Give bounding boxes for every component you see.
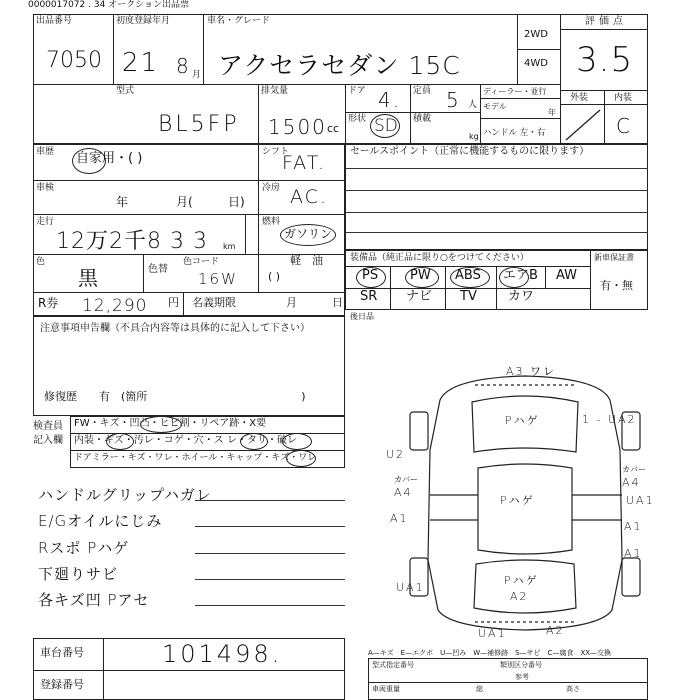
color-change-label: 色替 bbox=[148, 264, 168, 275]
equip-ps-circle bbox=[356, 267, 386, 288]
diagram-label-a1-left: A1 bbox=[390, 512, 409, 525]
checker-circle-dent2 bbox=[282, 433, 312, 450]
fuel-value: ガソリン bbox=[284, 227, 333, 241]
reg-month-unit: 月 bbox=[192, 70, 202, 80]
checker-circle-scratch bbox=[106, 433, 134, 450]
reg-year: 21 bbox=[122, 48, 160, 78]
equip-pw: PW bbox=[410, 268, 431, 283]
diagram-label-a1-right: A1 bbox=[624, 520, 643, 533]
new-warranty-label: 新車保証書 bbox=[594, 253, 634, 262]
lot-number: 7050 bbox=[46, 48, 102, 73]
chassis-label: 車台番号 bbox=[40, 646, 84, 659]
door-label: ドア bbox=[348, 86, 366, 96]
color-label: 色 bbox=[36, 257, 46, 267]
equip-navi: ナビ bbox=[406, 289, 433, 304]
checker-label-1: 検査員 bbox=[33, 421, 63, 432]
door-value: 4. bbox=[378, 88, 402, 112]
header-text: 0000017072 . 34 オークション出品票 bbox=[28, 0, 189, 10]
weight-label: 車両重量 bbox=[372, 685, 400, 693]
notes-label: 注意事項申告欄（不具合内容等は具体的に記入して下さい） bbox=[40, 323, 310, 334]
inspection-month: 月( bbox=[176, 195, 193, 209]
mileage-value: 12万2千8 3 3 bbox=[56, 229, 208, 254]
model-label: 型式 bbox=[116, 86, 135, 96]
capacity-unit: 人 bbox=[468, 100, 478, 110]
load-label: 積載 bbox=[413, 114, 432, 124]
diagram-label-front-pharge: Pハゲ bbox=[505, 414, 540, 427]
remark-5: 各キズ凹 Pアセ bbox=[38, 591, 150, 609]
car-name: アクセラセダン 15C bbox=[218, 51, 461, 80]
equip-tv: TV bbox=[460, 289, 477, 304]
drive-2wd: 2WD bbox=[524, 29, 548, 40]
recycle-value: 12,290 bbox=[82, 296, 148, 316]
equip-aw: AW bbox=[556, 268, 578, 283]
cc-label: 排気量 bbox=[261, 86, 289, 96]
diagram-label-cover-right: カバー bbox=[622, 465, 646, 474]
use-label: 車歴 bbox=[36, 147, 55, 157]
dealer-year: 年 bbox=[548, 108, 556, 117]
checker-circle-dent bbox=[140, 416, 182, 433]
diagram-label-a3: A3 ワレ bbox=[506, 365, 557, 378]
ref-label: 参考 bbox=[515, 673, 529, 681]
diagram-label-ua1-right: UA1 bbox=[626, 494, 655, 507]
fuel-label: 燃料 bbox=[262, 217, 281, 227]
diagram-label-cover-left: カバー bbox=[394, 475, 418, 484]
color-value: 黒 bbox=[78, 266, 100, 290]
expiry-month: 月 bbox=[286, 296, 297, 309]
model-value: BL5FP bbox=[158, 112, 240, 137]
height-label: 高さ bbox=[566, 685, 580, 693]
equip-airbag-circle bbox=[499, 267, 529, 288]
shape-value: SD bbox=[374, 116, 398, 136]
diagram-label-a4-left: A4 bbox=[394, 486, 413, 499]
checker-row-2: 内装・ギズ・汚レ・コゲ・穴・ス レ・タリ・破レ bbox=[74, 435, 297, 446]
after-label: 後日品 bbox=[350, 312, 374, 321]
class-spec-label: 類別区分番号 bbox=[500, 661, 542, 669]
repair-history: 修復歴 有 (箇所 ) bbox=[44, 390, 306, 403]
regno-label: 登録番号 bbox=[40, 678, 84, 691]
diagram-label-ua1-bottom: UA1 bbox=[478, 627, 507, 640]
name-label: 車名・グレード bbox=[207, 16, 271, 26]
capacity-value: 5 bbox=[446, 88, 461, 112]
diagram-label-a4-right: A4 bbox=[622, 476, 641, 489]
equip-label: 装備品（純正品に限り○をつけてください） bbox=[350, 253, 529, 263]
equip-ps: PS bbox=[362, 268, 379, 283]
cc-unit: cc bbox=[327, 122, 340, 135]
equip-abs: ABS bbox=[455, 268, 481, 283]
equip-airbag: エアB bbox=[503, 268, 538, 283]
diagram-label-ua1-left: UA1 bbox=[396, 581, 425, 594]
diagram-label-u2: U2 bbox=[386, 448, 406, 461]
chassis-value: 101498. bbox=[162, 640, 283, 668]
equip-leather: カワ bbox=[508, 289, 535, 304]
remark-4: 下廻りサビ bbox=[38, 565, 119, 583]
equip-abs-circle bbox=[450, 267, 490, 288]
use-value: 自家用・( ) bbox=[76, 151, 143, 166]
diagram-label-ua2: 1 - UA2 bbox=[582, 413, 637, 426]
diagram-label-a2-bottom: A2 bbox=[546, 624, 565, 637]
shift-value: FAT. bbox=[282, 152, 327, 174]
mileage-unit: km bbox=[223, 242, 236, 251]
drive-4wd: 4WD bbox=[524, 58, 548, 69]
inspection-label: 車検 bbox=[36, 183, 55, 193]
diagram-label-a2-rear: A2 bbox=[510, 590, 529, 603]
ext-slash-mark bbox=[562, 106, 602, 142]
remark-3: Rスポ Pハゲ bbox=[38, 539, 130, 557]
checker-label-2: 記入欄 bbox=[33, 435, 63, 446]
int-label: 内装 bbox=[614, 93, 633, 103]
score-value: 3.5 bbox=[576, 40, 634, 80]
reg-month: 8 bbox=[176, 54, 191, 78]
mileage-label: 走行 bbox=[36, 217, 55, 227]
int-value: C bbox=[616, 114, 632, 138]
total-label: 総 bbox=[476, 685, 483, 693]
recycle-unit: 円 bbox=[168, 296, 179, 309]
equip-sr: SR bbox=[360, 289, 378, 304]
cc-value: 1500 bbox=[268, 115, 327, 139]
remark-1: ハンドルグリップハガレ bbox=[38, 486, 212, 504]
checker-circle-scratch2 bbox=[286, 450, 316, 467]
handle-label: ハンドル 左・右 bbox=[483, 128, 546, 138]
checker-circle-scuff bbox=[240, 433, 268, 450]
color-code-label: 色コード bbox=[183, 257, 220, 267]
inspection-year: 年 bbox=[116, 195, 129, 209]
inspection-day: 日) bbox=[228, 195, 245, 209]
checker-row-1: FW・キズ・凹凸・ヒビ割・リペア跡・X要 bbox=[74, 418, 267, 429]
sales-frame bbox=[345, 144, 648, 250]
remark-2: E/Gオイルにじみ bbox=[38, 512, 163, 530]
dealer-label: ディーラー・並行 bbox=[483, 87, 547, 96]
checker-row-3: ドアミラー・キズ・ワレ・ホイール・キャップ・キズ・ワレ bbox=[74, 453, 317, 463]
lot-label: 出品番号 bbox=[36, 16, 73, 26]
reg-label: 初度登録年月 bbox=[116, 16, 171, 26]
shift-label: シフト bbox=[262, 147, 290, 157]
sales-label: セールスポイント（正常に機能するものに限ります） bbox=[350, 146, 590, 157]
recycle-label: R券 bbox=[38, 296, 59, 310]
load-unit: kg bbox=[469, 132, 479, 141]
fuel-paren: ( ) bbox=[268, 270, 281, 283]
new-warranty-value: 有・無 bbox=[600, 279, 633, 292]
ext-label: 外装 bbox=[570, 93, 589, 103]
diagram-label-roof-pharge: Pハゲ bbox=[500, 494, 535, 507]
diagram-label-rear-pharge: Pハゲ bbox=[504, 574, 539, 587]
color-code: 16W bbox=[198, 270, 238, 288]
cooler-label: 冷房 bbox=[262, 183, 281, 193]
expiry-day: 日 bbox=[332, 296, 343, 309]
shape-label: 形状 bbox=[348, 114, 367, 124]
dealer-model-label: モデル bbox=[483, 102, 507, 111]
legend-text: A—キズ E—エクボ U—凹み W—補修跡 S—サビ C—腐食 XX—交換 bbox=[368, 649, 612, 657]
capacity-label: 定員 bbox=[413, 86, 432, 96]
expiry-label: 名義期限 bbox=[192, 296, 236, 309]
cooler-value: AC. bbox=[290, 186, 328, 208]
model-spec-label: 型式指定番号 bbox=[372, 661, 414, 669]
equip-pw-circle bbox=[405, 267, 439, 288]
score-label: 評価点 bbox=[585, 16, 627, 27]
fuel-light: 軽 油 bbox=[290, 254, 323, 267]
diagram-label-a1-right2: A1 bbox=[624, 547, 643, 560]
